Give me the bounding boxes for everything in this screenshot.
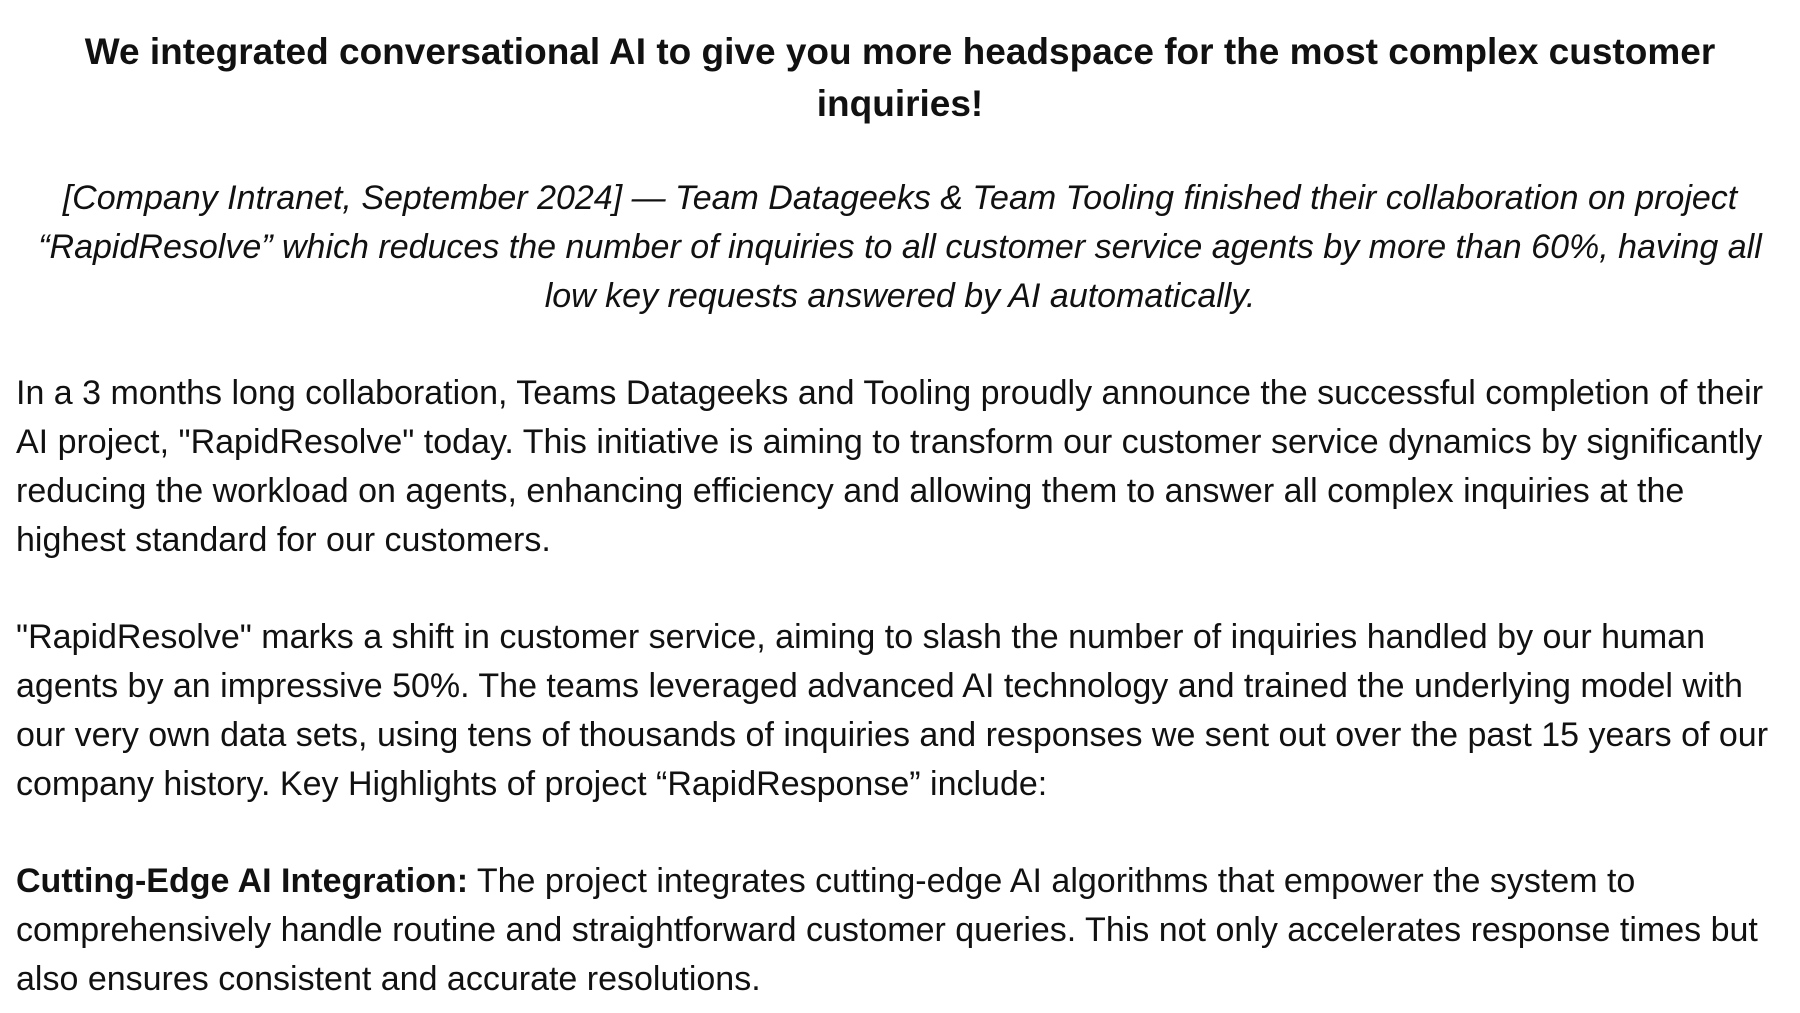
- article-paragraph-1: In a 3 months long collaboration, Teams Datageeks and Tooling proudly announce the successful completion of their AI project, "RapidResolve" today. This initiative is aiming to transform our customer service dynamics by significantly reducing the workload on agents, enhancing efficiency and allowing them to answer all complex inquiries at the highest standard for our customers.: [16, 374, 1764, 559]
- highlight-label: Cutting-Edge AI Integration:: [16, 862, 469, 900]
- article-paragraph-2: "RapidResolve" marks a shift in customer service, aiming to slash the number of inquiries handled by our human agents by an impressive 50%. The teams leveraged advanced AI technology and trained the underlying model with our very own data sets, using tens of thousands of inquiries and responses we sent out over the past 15 years of our company history. Key Highlights of project “RapidResponse” include:: [16, 618, 1769, 803]
- article-lede: [Company Intranet, September 2024] — Team Datageeks & Team Tooling finished their collaboration on project “RapidResolve” which reduces the number of inquiries to all customer service agents by more than 60%, having all low key requests answered by AI automatically.: [38, 179, 1762, 315]
- highlight-paragraph: [16, 857, 1784, 1004]
- highlight-text: The project integrates cutting-edge AI algorithms that empower the system to comprehensively handle routine and straightforward customer queries. This not only accelerates response times but also ensures consistent and accurate resolutions.: [16, 862, 1758, 998]
- article-headline: We integrated conversational AI to give you more headspace for the most complex customer inquiries!: [84, 31, 1716, 124]
